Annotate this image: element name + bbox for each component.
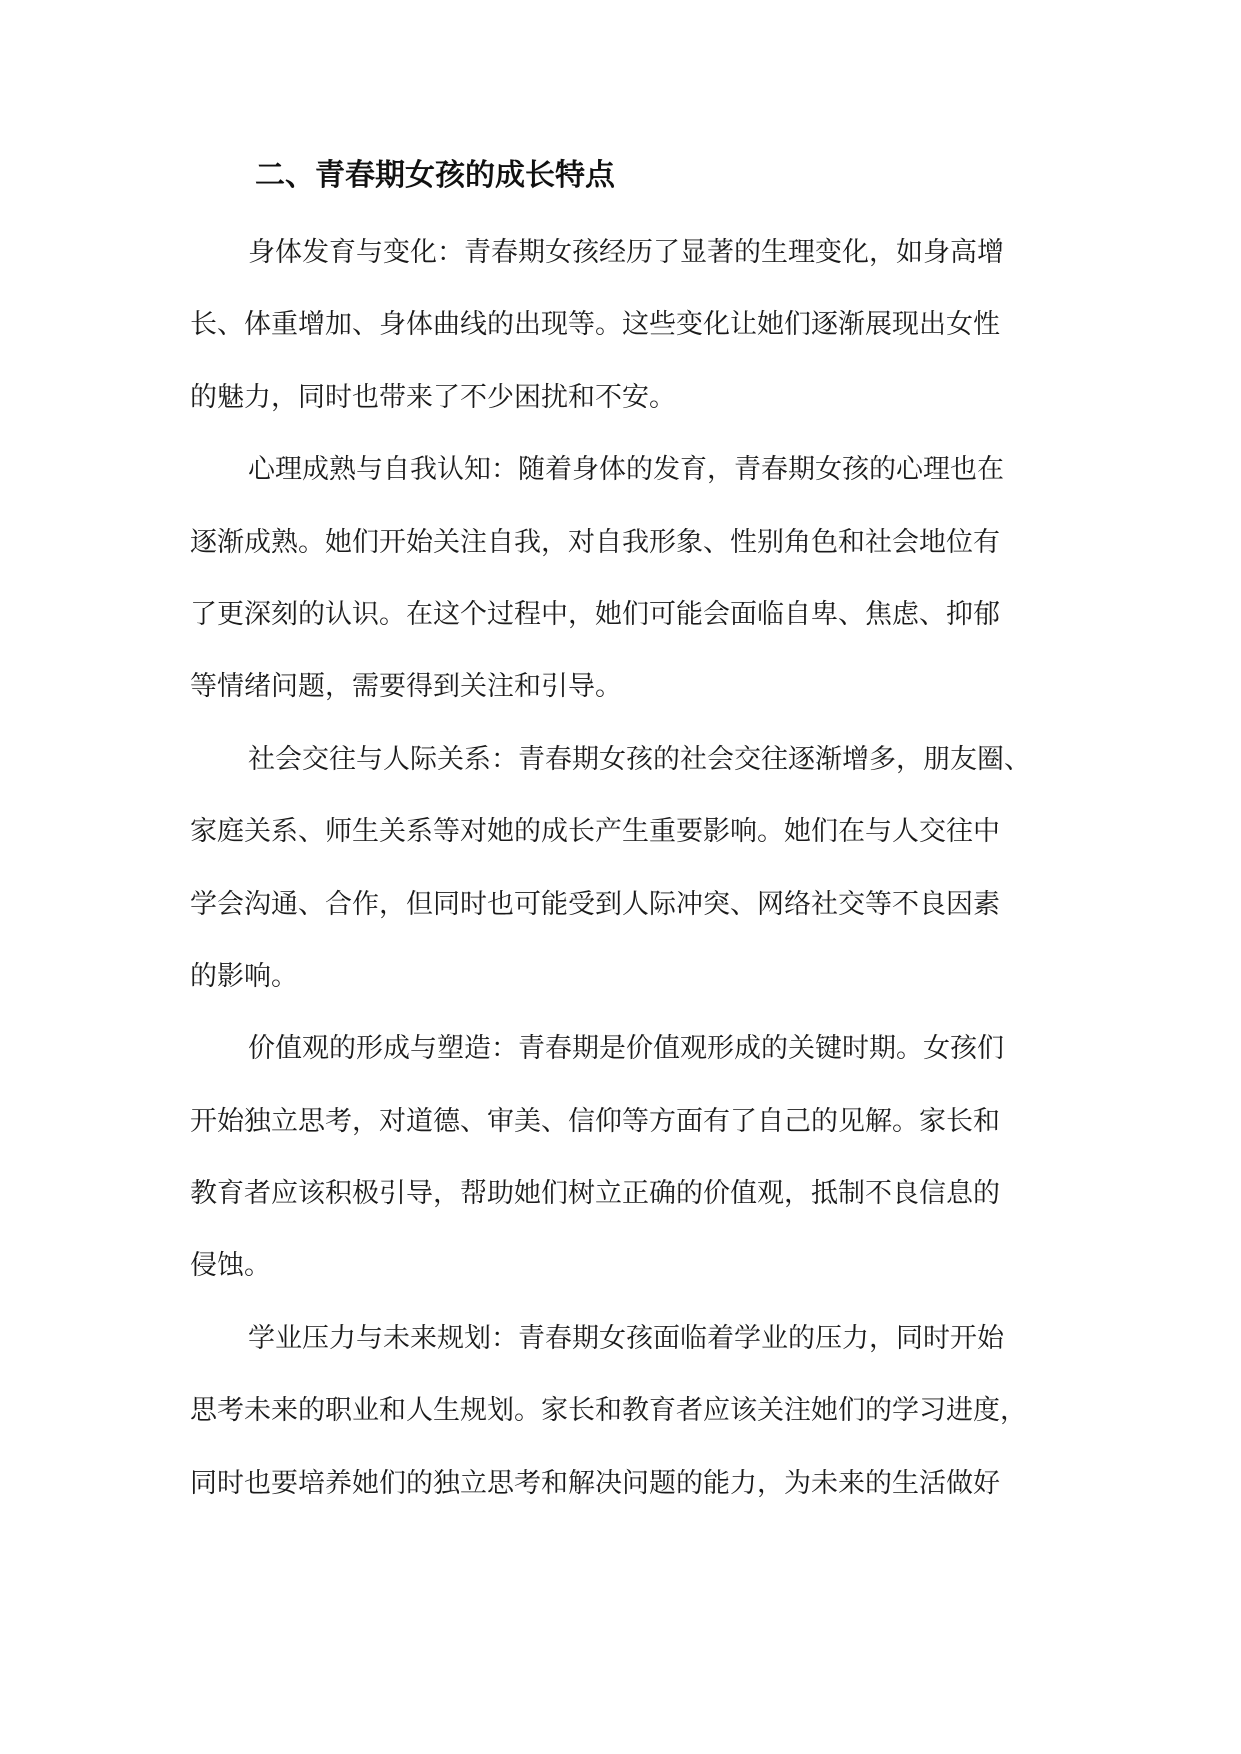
text-line: 开始独立思考，对道德、审美、信仰等方面有了自己的见解。家长和 bbox=[190, 1105, 1000, 1137]
section-heading: 二、青春期女孩的成长特点 bbox=[255, 158, 615, 193]
text-line: 等情绪问题，需要得到关注和引导。 bbox=[190, 671, 622, 703]
text-line: 学业压力与未来规划：青春期女孩面临着学业的压力，同时开始 bbox=[248, 1322, 1004, 1354]
text-line: 同时也要培养她们的独立思考和解决问题的能力，为未来的生活做好 bbox=[190, 1467, 1000, 1499]
text-line: 了更深刻的认识。在这个过程中，她们可能会面临自卑、焦虑、抑郁 bbox=[190, 598, 1000, 630]
text-line: 逐渐成熟。她们开始关注自我，对自我形象、性别角色和社会地位有 bbox=[190, 526, 1000, 558]
text-line: 长、体重增加、身体曲线的出现等。这些变化让她们逐渐展现出女性 bbox=[190, 309, 1000, 341]
text-line: 思考未来的职业和人生规划。家长和教育者应该关注她们的学习进度， bbox=[190, 1395, 1027, 1427]
text-line: 学会沟通、合作，但同时也可能受到人际冲突、网络社交等不良因素 bbox=[190, 888, 1000, 920]
text-line: 的魅力，同时也带来了不少困扰和不安。 bbox=[190, 381, 676, 413]
text-line: 身体发育与变化：青春期女孩经历了显著的生理变化，如身高增 bbox=[248, 237, 1004, 268]
text-line: 价值观的形成与塑造：青春期是价值观形成的关键时期。女孩们 bbox=[248, 1033, 1004, 1065]
text-line: 社会交往与人际关系：青春期女孩的社会交往逐渐增多，朋友圈、 bbox=[248, 743, 1031, 775]
text-line: 心理成熟与自我认知：随着身体的发育，青春期女孩的心理也在 bbox=[248, 454, 1004, 486]
text-line: 的影响。 bbox=[190, 960, 298, 992]
text-line: 侵蚀。 bbox=[190, 1250, 271, 1282]
body-text bbox=[190, 229, 1058, 1532]
text-line: 教育者应该积极引导，帮助她们树立正确的价值观，抵制不良信息的 bbox=[190, 1178, 1000, 1210]
text-line: 家庭关系、师生关系等对她的成长产生重要影响。她们在与人交往中 bbox=[190, 816, 1000, 848]
